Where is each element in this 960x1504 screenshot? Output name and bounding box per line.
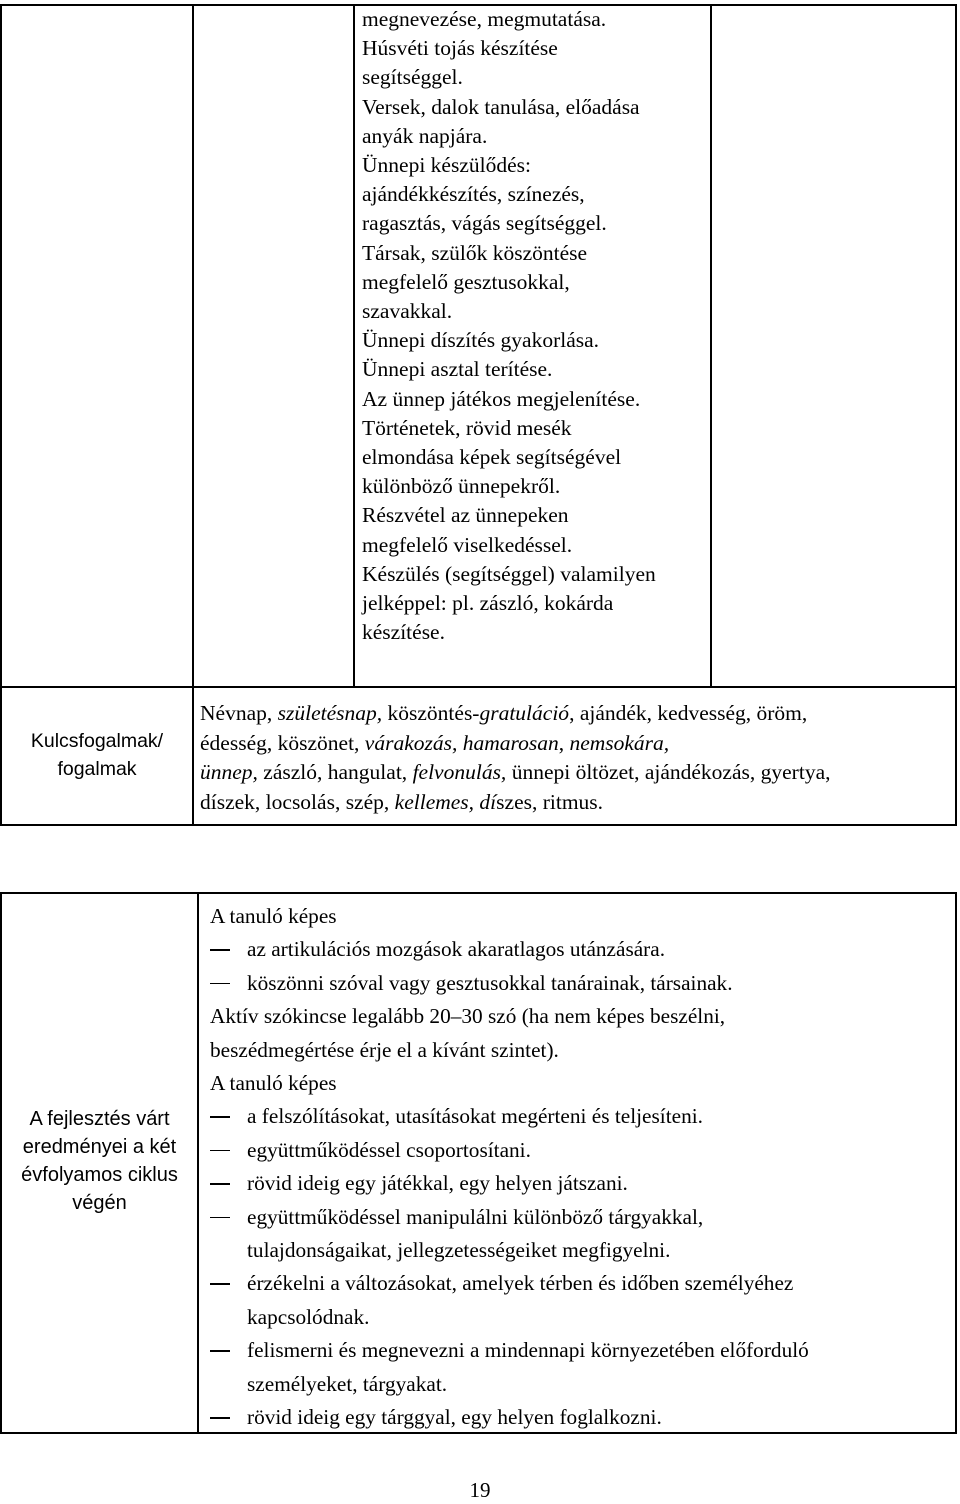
term-text: Névnap, [200,701,278,725]
italic-term: várakozás, hamarosan [364,730,559,755]
term-text: , [558,730,570,755]
result-line: A tanuló képes [210,1071,337,1096]
activity-line: megfelelő viselkedéssel. [362,532,573,557]
fejlesztes-label-line: végén [72,1192,127,1214]
activity-line: jelképpel: pl. zászló, kokárda [362,591,614,616]
dash-bullet-icon [210,1417,230,1419]
result-line: az artikulációs mozgások akaratlagos utánzására. [247,937,666,962]
result-line: Aktív szókincse legalább 20–30 szó (ha nem képes beszélni, [210,1004,726,1029]
activity-line: Versek, dalok tanulása, előadása [362,94,640,119]
activity-line: Az ünnep játékos megjelenítése. [362,386,641,411]
activity-line: Ünnepi készülődés: [362,153,531,178]
activity-line: Történetek, rövid mesék [362,415,572,440]
dash-bullet-icon [210,1183,230,1185]
activity-line: ajándékkészítés, színezés, [362,182,585,207]
activity-line: megfelelő gesztusokkal, [362,269,570,294]
result-item [210,1100,809,1133]
term-text: ünnepi öltözet, ajándékozás, gyertya, [506,760,831,785]
result-item [210,1334,809,1401]
result-item [210,933,809,966]
activity-line: Ünnepi díszítés gyakorlása. [362,328,600,353]
result-item [210,967,809,1000]
result-item [210,1267,809,1334]
kulcs-label-line: fogalmak [57,758,137,780]
result-line: köszönni szóval vagy gesztusokkal tanárainak, társainak. [247,970,733,995]
table2-col-divider [197,892,199,1434]
activity-line: Húsvéti tojás készítése [362,36,558,61]
activity-line: Társak, szülők köszöntése [362,240,588,265]
dash-bullet-icon [210,1116,230,1118]
activity-line: megnevezése, megmutatása. [362,7,607,31]
kulcs-line [200,788,830,818]
italic-term: felvonulás, [412,760,507,785]
result-text [210,900,809,933]
page-number: 19 [469,1478,491,1502]
result-line: tulajdonságaikat, jellegzetességeiket megfigyelni. [247,1238,671,1263]
kulcsfogalmak-text [200,699,830,817]
result-text [210,1067,809,1100]
result-text [210,1000,809,1067]
table2-right-border [955,892,957,1434]
result-line: együttműködéssel csoportosítani. [247,1137,531,1162]
term-text: , ajándék, kedvesség, öröm, [569,701,808,725]
activity-line: elmondása képek segítségével [362,445,622,470]
result-item [210,1134,809,1167]
dash-bullet-icon [210,1150,230,1152]
result-line: felismerni és megnevezni a mindennapi környezetében előforduló [247,1338,809,1363]
result-line: érzékelni a változásokat, amelyek térben és időben személyéhez [247,1271,794,1296]
activity-line: Készülés (segítséggel) valamilyen [362,561,656,586]
table1-bottom-border [0,824,957,826]
italic-term: ünnep, [200,760,258,785]
table1-right-border [955,4,957,826]
italic-term: születésnap, [277,701,383,725]
result-item [210,1401,809,1434]
result-line: beszédmegértése érje el a kívánt szintet). [210,1037,559,1062]
kulcsfogalmak-label [2,727,192,783]
table1-col-divider-1 [192,4,194,826]
activity-line: ragasztás, vágás segítséggel. [362,211,607,236]
kulcs-line [200,699,830,729]
kulcs-line [200,758,830,788]
term-text: szes, ritmus. [496,789,604,814]
kulcs-label-line: Kulcsfogalmak/ [30,730,164,752]
table1-col-divider-2 [353,4,355,688]
dash-bullet-icon [210,1283,230,1285]
activity-line: anyák napjára. [362,123,488,148]
result-line: A tanuló képes [210,904,337,928]
result-line: kapcsolódnak. [247,1304,370,1329]
italic-term: kellemes, dí [394,789,497,814]
result-line: személyeket, tárgyakat. [247,1371,448,1396]
italic-term: gratuláció [479,701,570,725]
dash-bullet-icon [210,1350,230,1352]
table1-col-divider-3 [710,4,712,688]
activity-line: Részvétel az ünnepeken [362,503,569,528]
activity-line: Ünnepi asztal terítése. [362,357,553,382]
term-text: díszek, locsolás, szép, [200,789,395,814]
fejlesztes-label [2,1105,197,1217]
result-line: együttműködéssel manipulálni különböző tárgyakkal, [247,1204,704,1229]
term-text: édesség, köszönet, [200,730,365,755]
result-line: rövid ideig egy játékkal, egy helyen játszani. [247,1171,628,1196]
table1-row-divider [0,686,957,688]
activity-line: szavakkal. [362,299,453,324]
dash-bullet-icon [210,949,230,951]
expected-results [210,900,809,1435]
dash-bullet-icon [210,1217,230,1219]
result-line: a felszólításokat, utasításokat megérteni és teljesíteni. [247,1104,703,1129]
term-text: köszöntés- [382,701,480,725]
kulcs-line [200,729,830,759]
fejlesztes-label-line: A fejlesztés várt [29,1108,170,1130]
italic-term: nemsokára, [569,730,670,755]
result-item [210,1201,809,1268]
fejlesztes-label-line: évfolyamos ciklus [21,1164,178,1186]
activity-line: segítséggel. [362,65,463,90]
result-line: rövid ideig egy tárggyal, egy helyen foglalkozni. [247,1405,662,1430]
term-text: zászló, hangulat, [257,760,413,785]
activity-line: készítése. [362,620,445,645]
table2-top-border [0,892,957,894]
activity-line: különböző ünnepekről. [362,474,561,499]
dash-bullet-icon [210,983,230,985]
table1-left-border [0,4,2,826]
fejlesztes-label-line: eredményei a két [22,1136,177,1158]
result-item [210,1167,809,1200]
activities-list [362,5,656,647]
